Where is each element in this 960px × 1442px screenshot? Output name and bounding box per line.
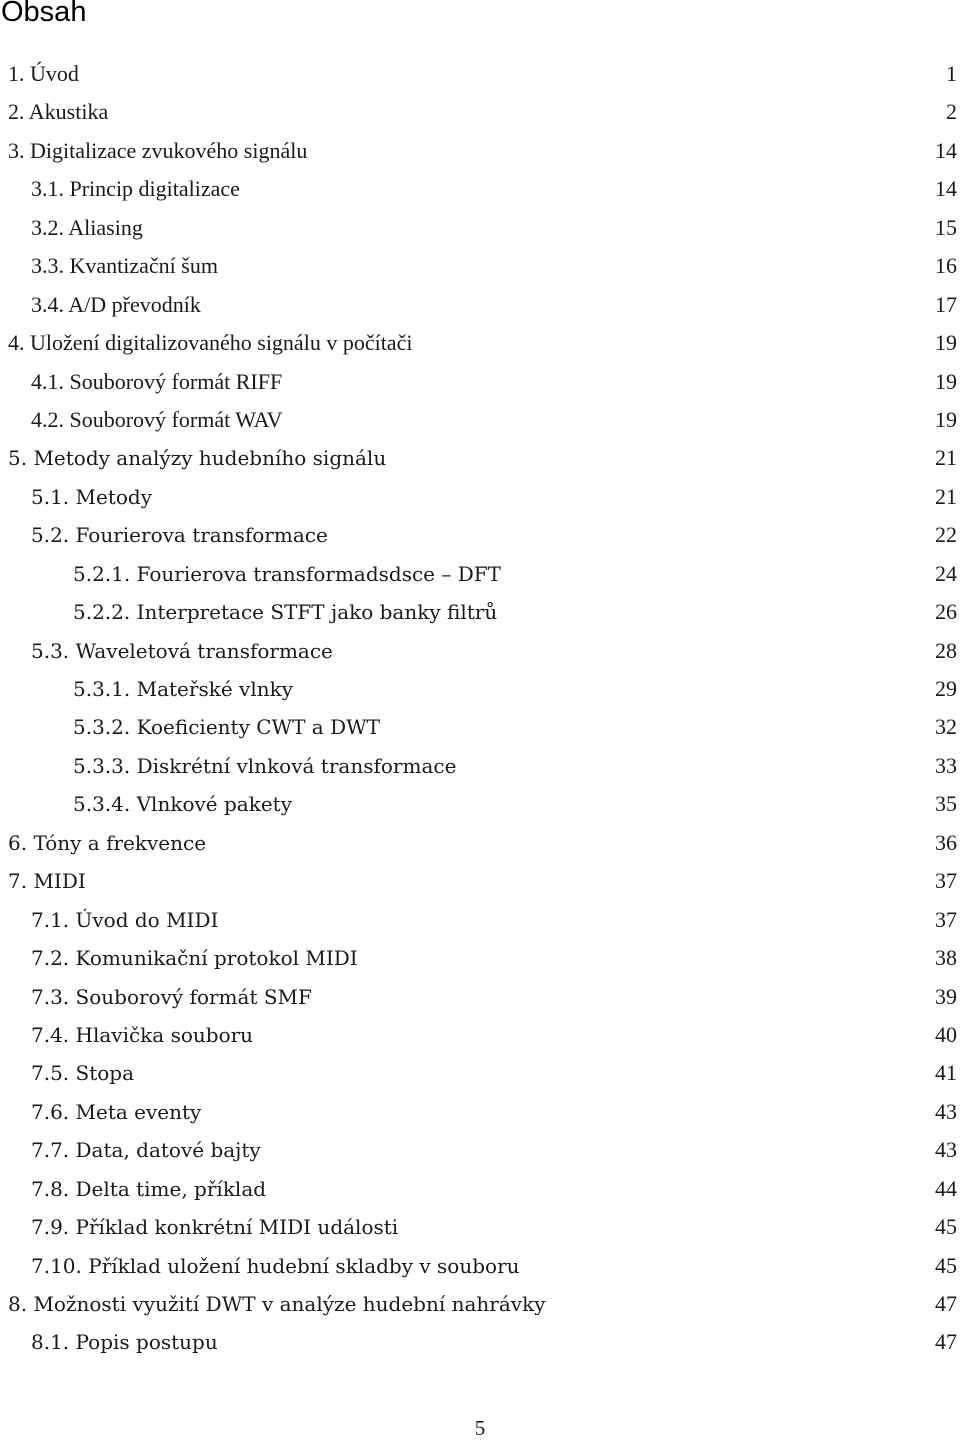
toc-entry-page: 40 [935, 1021, 957, 1047]
toc-entry-page: 44 [935, 1175, 957, 1201]
toc-entry-label: 3.4. A/D převodník [31, 291, 201, 317]
toc-entry[interactable] [0, 632, 960, 670]
toc-entry[interactable] [0, 401, 960, 439]
toc-entry-page: 35 [935, 791, 957, 817]
toc-entry[interactable] [0, 1054, 960, 1092]
toc-entry-label: 7.10. Příklad uložení hudební skladby v souboru [31, 1253, 520, 1278]
toc-entry-label: 7.9. Příklad konkrétní MIDI události [31, 1215, 399, 1240]
toc-entry-label: 8.1. Popis postupu [31, 1330, 218, 1355]
toc-entry-label: 3.1. Princip digitalizace [31, 176, 240, 202]
toc-entry-label: 7.7. Data, datové bajty [31, 1138, 261, 1163]
toc-entry[interactable] [0, 555, 960, 593]
toc-entry-page: 14 [935, 176, 957, 202]
toc-entry-label: 7. MIDI [8, 869, 86, 894]
toc-entry[interactable] [0, 247, 960, 285]
toc-entry-page: 16 [935, 253, 957, 279]
toc-entry-label: 7.5. Stopa [31, 1061, 135, 1086]
toc-entry-page: 47 [935, 1329, 957, 1355]
toc-entry-label: 4. Uložení digitalizovaného signálu v počítači [8, 330, 413, 356]
toc-entry-page: 19 [935, 330, 957, 356]
toc-entry[interactable] [0, 93, 960, 131]
toc-entry[interactable] [0, 55, 960, 93]
toc-entry-label: 7.1. Úvod do MIDI [31, 907, 219, 932]
toc-entry-label: 5.3. Waveletová transformace [31, 638, 333, 663]
toc-entry-page: 45 [935, 1214, 957, 1240]
toc-entry-page: 32 [935, 714, 957, 740]
page-number: 5 [474, 1416, 486, 1440]
toc-entry[interactable] [0, 1131, 960, 1169]
toc-entry-page: 45 [935, 1252, 957, 1278]
toc-entry-page: 24 [935, 560, 957, 586]
toc-entry-page: 19 [935, 406, 957, 432]
toc-entry[interactable] [0, 132, 960, 170]
toc-entry-label: 7.4. Hlavička souboru [31, 1022, 254, 1047]
toc-entry[interactable] [0, 939, 960, 977]
toc-entry-page: 26 [935, 599, 957, 625]
toc-entry-label: 3.2. Aliasing [31, 214, 143, 240]
toc-entry[interactable] [0, 1323, 960, 1361]
toc-entry-page: 47 [935, 1291, 957, 1316]
toc-entry[interactable] [0, 478, 960, 516]
toc-entry[interactable] [0, 824, 960, 862]
toc-entry-page: 14 [935, 137, 957, 163]
toc-entry[interactable] [0, 170, 960, 208]
toc-entry[interactable] [0, 708, 960, 746]
toc-entry-label: 5.3.1. Mateřské vlnky [73, 677, 294, 701]
toc-entry-page: 29 [935, 676, 957, 701]
toc-entry-page: 43 [935, 1137, 957, 1163]
toc-entry[interactable] [0, 1093, 960, 1131]
toc-entry-label: 4.2. Souborový formát WAV [31, 406, 283, 432]
toc-entry-page: 21 [935, 483, 957, 509]
toc-entry-page: 22 [935, 522, 957, 548]
toc-entry-label: 2. Akustika [8, 99, 109, 125]
toc-entry[interactable] [0, 363, 960, 401]
toc-entry-label: 5.3.4. Vlnkové pakety [73, 792, 292, 817]
toc-entry[interactable] [0, 747, 960, 785]
toc-entry-label: 3.3. Kvantizační šum [31, 253, 218, 279]
toc-entry[interactable] [0, 593, 960, 631]
toc-entry[interactable] [0, 439, 960, 477]
toc-entry[interactable] [0, 324, 960, 362]
toc-entry-page: 37 [935, 906, 957, 932]
toc-entry-label: 6. Tóny a frekvence [8, 830, 207, 855]
toc-entry-label: 3. Digitalizace zvukového signálu [8, 137, 308, 163]
toc-entry-page: 15 [935, 214, 957, 240]
toc-entry-page: 17 [935, 291, 957, 317]
toc-entry[interactable] [0, 209, 960, 247]
toc-entry-page: 39 [935, 983, 957, 1009]
toc-entry[interactable] [0, 862, 960, 900]
toc-entry-label: 7.6. Meta eventy [31, 1099, 202, 1124]
toc-entry-label: 7.8. Delta time, příklad [31, 1176, 267, 1201]
toc-entry-label: 8. Možnosti využití DWT v analýze hudební nahrávky [8, 1292, 546, 1316]
toc-entry[interactable] [0, 516, 960, 554]
toc-entry-label: 5.2. Fourierova transformace [31, 523, 328, 548]
toc-entry[interactable] [0, 1016, 960, 1054]
toc-entry-page: 19 [935, 368, 957, 394]
toc-entry[interactable] [0, 901, 960, 939]
toc-entry[interactable] [0, 286, 960, 324]
toc-entry-page: 41 [935, 1060, 957, 1086]
toc-entry[interactable] [0, 1170, 960, 1208]
toc-entry[interactable] [0, 1247, 960, 1285]
toc-entry-page: 37 [935, 868, 957, 894]
toc-entry-page: 33 [935, 752, 957, 778]
toc-entry-page: 36 [935, 829, 957, 855]
toc-entry-label: 5.1. Metody [31, 484, 153, 509]
toc-entry-label: 5. Metody analýzy hudebního signálu [8, 446, 387, 471]
toc-heading: Obsah [1, 0, 87, 28]
toc-entry[interactable] [0, 1285, 960, 1323]
toc-entry-page: 2 [946, 99, 957, 125]
toc-entry-page: 21 [935, 445, 957, 471]
toc-entry-label: 7.2. Komunikační protokol MIDI [31, 946, 358, 971]
toc-entry-page: 38 [935, 945, 957, 971]
table-of-contents [0, 55, 960, 1362]
toc-entry-page: 43 [935, 1098, 957, 1124]
toc-entry-label: 5.3.2. Koeficienty CWT a DWT [73, 715, 381, 740]
toc-entry-label: 7.3. Souborový formát SMF [31, 984, 312, 1009]
toc-entry[interactable] [0, 785, 960, 823]
toc-entry-label: 4.1. Souborový formát RIFF [31, 368, 283, 394]
toc-entry[interactable] [0, 978, 960, 1016]
toc-entry[interactable] [0, 670, 960, 708]
toc-entry-label: 5.2.2. Interpretace STFT jako banky filtrů [73, 600, 498, 625]
toc-entry-page: 1 [946, 61, 957, 86]
toc-entry-label: 1. Úvod [8, 61, 79, 86]
toc-entry-label: 5.3.3. Diskrétní vlnková transformace [73, 753, 457, 778]
toc-entry-page: 28 [935, 637, 957, 663]
toc-entry-label: 5.2.1. Fourierova transformadsdsce – DFT [73, 561, 501, 586]
toc-entry[interactable] [0, 1208, 960, 1246]
